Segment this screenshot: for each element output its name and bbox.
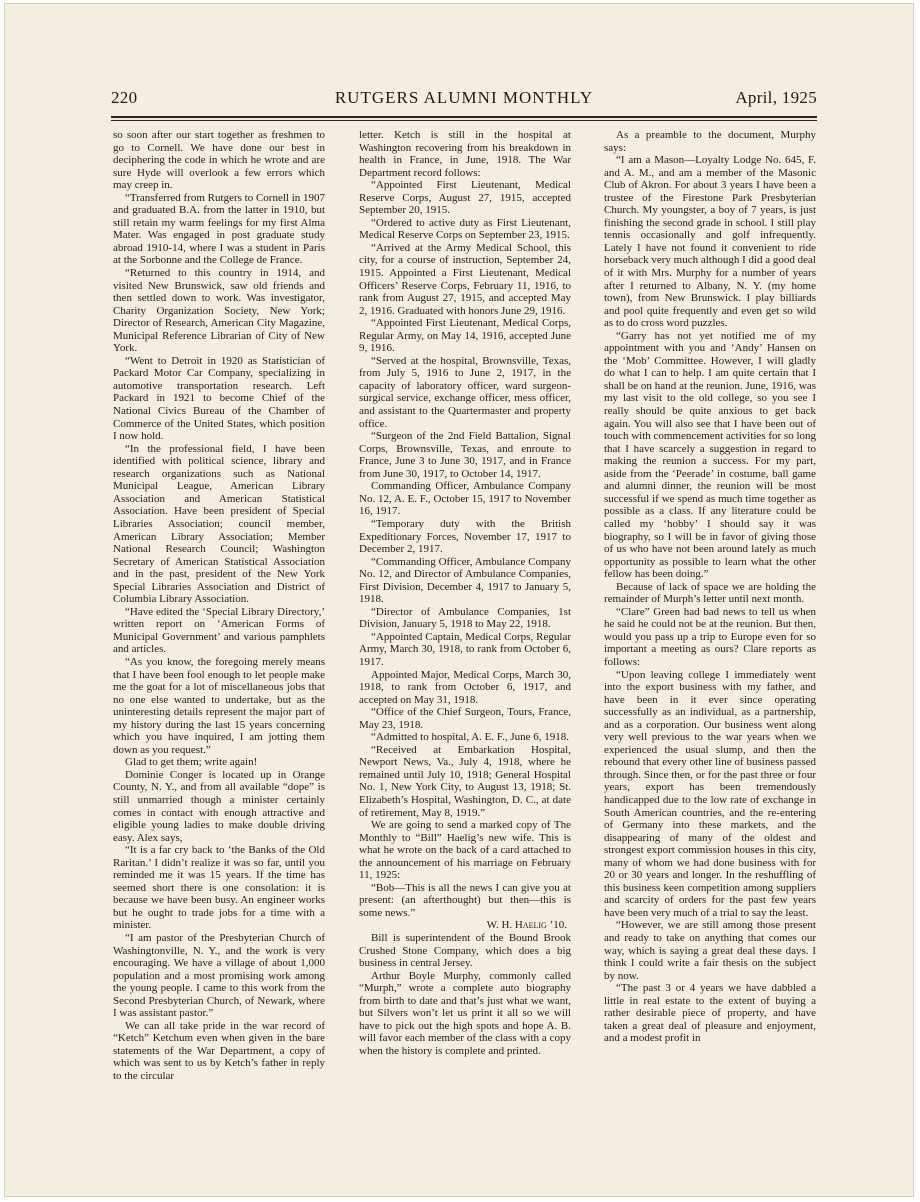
paragraph: “Appointed First Lieutenant, Medical Reserve Corps, August 27, 1915, accepted September 20, 1915. (359, 179, 571, 217)
paragraph: “Clare” Green had bad news to tell us when he said he could not be at the reunion. But then, would you pass up a trip to Europe even for so important a meeting as ours? Clare reports as follows: (604, 605, 816, 668)
paragraph: “Transferred from Rutgers to Cornell in 1907 and graduated B.A. from the latter in 1910, but still retain my warm feelings for my first Alma Mater. Was engaged in post graduate study abroad 1910-14, where I was a student in Paris at the Sorbonne and the College de France. (113, 191, 325, 267)
paragraph: so soon after our start together as freshmen to go to Cornell. We have done our best in deciphering the code in which he wrote and are sure Hyde will overlook a few errors which may creep in. (113, 129, 325, 192)
page-sheet (4, 3, 914, 1197)
paragraph: “I am a Mason—Loyalty Lodge No. 645, F. and A. M., and am a member of the Masonic Club of Akron. For about 3 years I have been a trustee of the Firestone Park Presbyterian Church. My youngster, a boy of 7 years, is just finishing the second grade in school. I still play tennis occasionally and golf infrequently. Lately I have not found it convenient to ride horseback very much although I did a good deal of it with Mrs. Murphy for a number of years after I returned to Albany, N. Y. (my home town), from New Brunswick. I play billiards and pool quite frequently and even get so wild as to do cross word puzzles. (604, 154, 816, 330)
paragraph: “Received at Embarkation Hospital, Newport News, Va., July 4, 1918, where he remained until July 10, 1918; General Hospital No. 1, New York City, to August 13, 1918; St. Elizabeth’s Hospital, Washington, D. C., at date of retirement, May 8, 1919.” (359, 743, 571, 819)
paragraph: “As you know, the foregoing merely means that I have been fool enough to let people make me the goat for a lot of miscellaneous jobs that no one else wanted to undertake, but as the uninteresting details represent the major part of my history during the last 15 years concerning which you have inquired, I am jotting them down as you request.” (113, 655, 325, 756)
paragraph: “Bob—This is all the news I can give you at present: (an afterthought) but then—this is some news.” (359, 881, 571, 919)
paragraph: “Served at the hospital, Brownsville, Texas, from July 5, 1916 to June 2, 1917, in the capacity of laboratory officer, ward surgeon-surgical service, exchange officer, mess officer, and assistant to the Quartermaster and property office. (359, 354, 571, 430)
paragraph: “Garry has not yet notified me of my appointment with you and ‘Andy’ Hansen on the ‘Mob’ Committee. However, I will gladly do what I can to help. I am quite certain that I shall be on hand at the reunion. June, 1916, was my last visit to the old college, so you see I really should be quite anxious to get back again. You will also see that I have been out of touch with commencement activities for so long that I have scarcely a suggestion in regard to making the reunion a success. For my part, aside from the ‘Peerade’ in costume, ball game and alumni dinner, the reunion will be most successful if we spend as much time together as possible as a class. If any literature could be called my ‘hobby’ I should say it was biography, so I will be in favor of giving those of us who have not been around lately as much opportunity as possible to learn what the other fellow has been doing.” (604, 329, 816, 581)
paragraph: “The past 3 or 4 years we have dabbled a little in real estate to the extent of buying a rather desirable piece of property, and have taken a great deal of pleasure and enjoyment, and a modest profit in (604, 982, 816, 1045)
paragraph: “Ordered to active duty as First Lieutenant, Medical Reserve Corps on September 23, 1915. (359, 216, 571, 242)
paragraph: Because of lack of space we are holding the remainder of Murph’s letter until next month. (604, 580, 816, 606)
issue-date: April, 1925 (735, 88, 817, 107)
paragraph: “Office of the Chief Surgeon, Tours, France, May 23, 1918. (359, 706, 571, 731)
text-column-3 (604, 129, 816, 1151)
paragraph: “Commanding Officer, Ambulance Company No. 12, and Director of Ambulance Companies, First Division, December 4, 1917 to January 5, 1918. (359, 555, 571, 606)
header-rule-thin (111, 120, 817, 121)
paragraph: Bill is superintendent of the Bound Brook Crushed Stone Company, which does a big business in central Jersey. (359, 932, 571, 970)
paragraph: “Upon leaving college I immediately went into the export business with my father, and have been in it ever since operating successfully as an individual, as a partnership, and as a corporation. Our business went along very well previous to the war years when we experienced the usual slump, and then the rebound that every other line of business passed through. Since then, or for the past three or four years, export has been tremendously handicapped due to the low rate of exchange in South American countries, and the re-entering of Germany into these markets, and the disappearing of many of the oldest and strongest export commission houses in this city, many of whom we had done business with for 20 or 30 years and longer. In the reshuffling of this business keen competition among suppliers and scarcity of orders for the past few years have been very much of a trial to say the least. (604, 668, 816, 919)
paragraph: “Admitted to hospital, A. E. F., June 6, 1918. (371, 731, 570, 744)
page-number: 220 (111, 88, 138, 107)
paragraph: “Appointed First Lieutenant, Medical Corps, Regular Army, on May 14, 1916, accepted June 9, 1916. (359, 317, 571, 355)
header-rule-thick (111, 116, 817, 118)
publication-title: RUTGERS ALUMNI MONTHLY (334, 88, 594, 107)
paragraph: “I am pastor of the Presbyterian Church of Washingtonville, N. Y., and the work is very encouraging. We have a village of about 1,000 population and a most promising work among the young people. I came to this work from the Second Presbyterian Church, of Newark, where I was assistant pastor.” (113, 932, 325, 1020)
paragraph: Dominie Conger is located up in Orange County, N. Y., and from all available “dope” is still unmarried though a minister certainly comes in contact with enough attractive and eligible young ladies to make double driving easy. Alex says, (113, 768, 325, 844)
text-column-1 (113, 129, 325, 1151)
paragraph: “Director of Ambulance Companies, 1st Division, January 5, 1918 to May 22, 1918. (359, 605, 571, 631)
paragraph: Arthur Boyle Murphy, commonly called “Murph,” wrote a complete auto biography from birth to date and that’s just what we want, but Silvers won’t let us print it all so we will have to pick out the high spots and hope A. B. will favor each member of the class with a copy when the history is complete and printed. (359, 969, 571, 1057)
paragraph: Appointed Major, Medical Corps, March 30, 1918, to rank from October 6, 1917, and accepted on May 31, 1918. (359, 668, 571, 706)
paragraph: “Temporary duty with the British Expeditionary Forces, November 17, 1917 to December 2, 1917. (359, 517, 571, 556)
paragraph: Glad to get them; write again! (125, 756, 258, 769)
paragraph: “Went to Detroit in 1920 as Statistician of Packard Motor Car Company, specializing in automotive transportation research. Left Packard in 1921 to become Chief of the National Civics Bureau of the Chamber of Commerce of the United States, which position I now hold. (113, 354, 325, 443)
paragraph: “However, we are still among those present and ready to take on anything that comes our way, which is saying a great deal these days. I think I could write a fair thesis on the subject by now. (604, 919, 816, 982)
paragraph: “In the professional field, I have been identified with political science, library and research organizations such as National Municipal League, American Library Association and American Statistical Association. Have been president of Special Libraries Association; council member, American Library Association; Member National Research Council; Washington Secretary of American Statistical Association and in the past, president of the New York Special Libraries Association and District of Columbia Library Association. (113, 442, 325, 606)
paragraph: As a preamble to the document, Murphy says: (604, 129, 816, 154)
paragraph: Commanding Officer, Ambulance Company No. 12, A. E. F., October 15, 1917 to November 16, 1917. (359, 480, 571, 518)
paragraph: “Appointed Captain, Medical Corps, Regular Army, March 30, 1918, to rank from October 6, 1917. (359, 630, 571, 668)
text-column-2 (359, 129, 571, 1151)
paragraph: “Returned to this country in 1914, and visited New Brunswick, saw old friends and then settled down to work. Was investigator, Charity Organization Society, New York; Director of Research, American City Magazine, Municipal Reference Librarian of City of New York. (113, 267, 325, 355)
running-header (111, 88, 817, 114)
paragraph: We can all take pride in the war record of “Ketch” Ketchum even when given in the bare statements of the War Department, a copy of which was sent to us by Ketch’s father in reply to the circular (113, 1019, 325, 1083)
paragraph: “Surgeon of the 2nd Field Battalion, Signal Corps, Brownsville, Texas, and enroute to France, June 3 to June 30, 1917, and in France from June 30, 1917, to October 14, 1917. (359, 430, 571, 480)
paragraph: letter. Ketch is still in the hospital at Washington recovering from his breakdown in health in France, in June, 1918. The War Department record follows: (359, 129, 571, 179)
paragraph: “Have edited the ‘Special Library Directory,’ written report on ‘American Forms of Municipal Government’ and various pamphlets and articles. (113, 605, 325, 656)
paragraph: We are going to send a marked copy of The Monthly to “Bill” Haelig’s new wife. This is what he wrote on the back of a card attached to the announcement of his marriage on February 11, 1925: (359, 819, 571, 882)
paragraph: “It is a far cry back to ‘the Banks of the Old Raritan.’ I didn’t realize it was so far, until you reminded me it was 15 years. If the time has seemed short there is one consolation: it is because we have been busy. An engineer works but he ought to trade jobs for a time with a minister. (113, 844, 325, 932)
signature-line: W. H. Haelig ’10. (486, 919, 567, 932)
paragraph: “Arrived at the Army Medical School, this city, for a course of instruction, September 24, 1915. Appointed a First Lieutenant, Medical Officers’ Reserve Corps, February 11, 1916, to rank from August 27, 1915, and accepted May 2, 1916. Graduated with honors June 29, 1916. (359, 241, 571, 317)
